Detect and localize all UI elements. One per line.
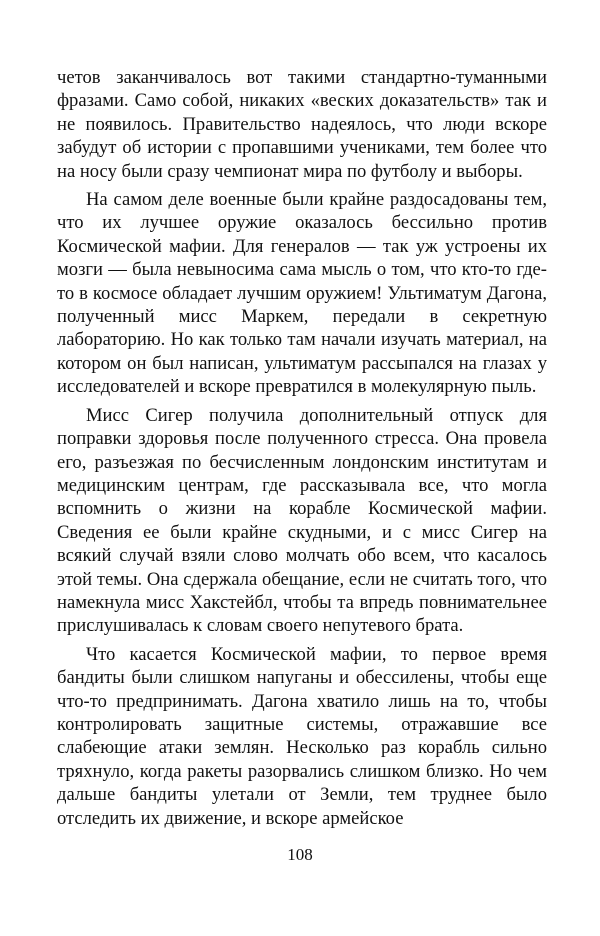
paragraph-3: Мисс Сигер получила дополнительный отпуск для поправки здоровья после полученного стресса. Она провела его, разъезжая по бесчисленным лондонским институтам и медицинским центрам, где рассказывала все, что могла вспомнить о жизни на корабле Космической мафии. Сведения ее были крайне скудными, и с мисс Сигер на всякий случай взяли слово молчать обо всем, что касалось этой темы. Она сдержала обещание, если не считать того, что намекнула мисс Хакстейбл, чтобы та впредь повнимательнее прислушивалась к словам своего непутевого брата.	[57, 404, 547, 637]
page-number: 108	[287, 845, 313, 864]
paragraph-2: На самом деле военные были крайне раздосадованы тем, что их лучшее оружие оказалось бессильно против Космической мафии. Для генералов — так уж устроены их мозги — была невыносима сама мысль о том, что кто-то где-то в космосе обладает лучшим оружием! Ультиматум Дагона, полученный мисс Маркем, передали в секретную лабораторию. Но как только там начали изучать материал, на котором он был написан, ультиматум рассыпался на глазах у исследователей и вскоре превратился в молекулярную пыль.	[57, 189, 547, 398]
paragraph-4: Что касается Космической мафии, то первое время бандиты были слишком напуганы и обессилены, чтобы еще что-то предпринимать. Дагона хватило лишь на то, чтобы контролировать защитные системы, отражавшие все слабеющие атаки землян. Несколько раз корабль сильно тряхнуло, когда ракеты разорвались слишком близко. Но чем дальше бандиты улетали от Земли, тем труднее было отследить их движение, и вскоре армейское	[57, 643, 547, 829]
body-text	[57, 66, 547, 835]
paragraph-1: четов заканчивалось вот такими стандартно-туманными фразами. Само собой, никаких «веских доказательств» так и не появилось. Правительство надеялось, что люди вскоре забудут об истории с пропавшими учениками, тем более что на носу были сразу чемпионат мира по футболу и выборы.	[57, 67, 547, 182]
